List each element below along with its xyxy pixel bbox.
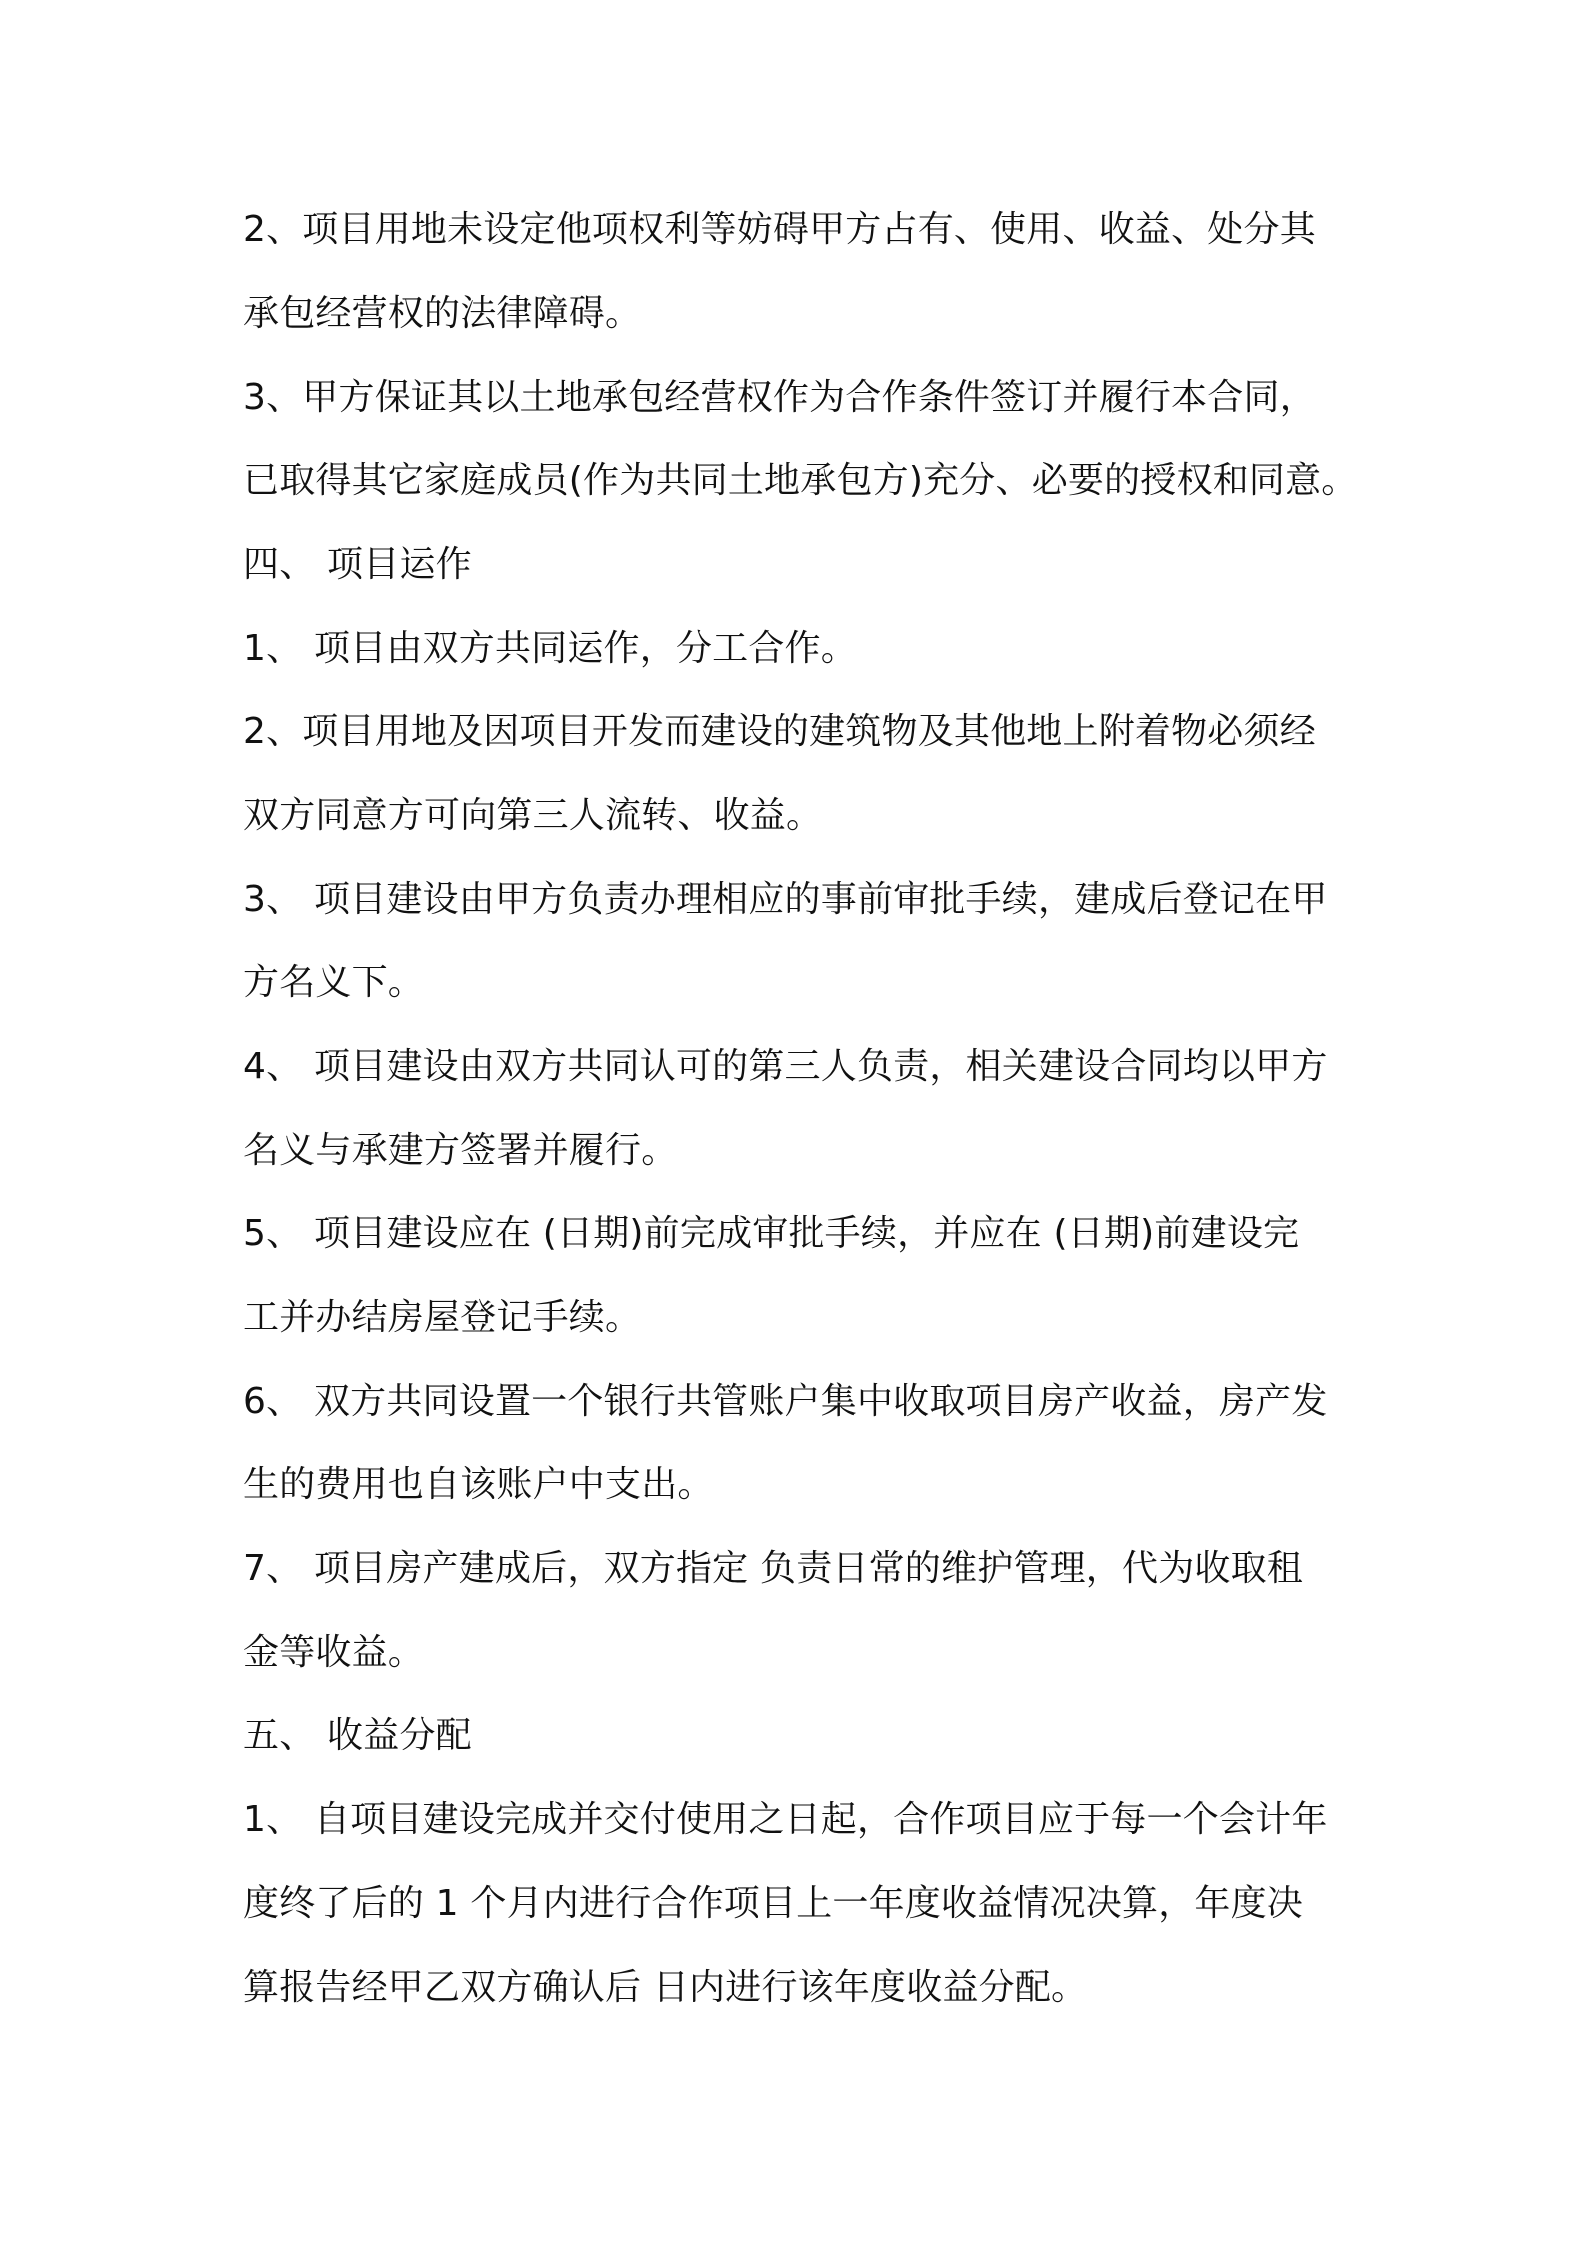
text-line: 方名义下。 [243,962,425,1003]
text-line: 工并办结房屋登记手续。 [243,1297,642,1338]
text-line: 3、甲方保证其以土地承包经营权作为合作条件签订并履行本合同， [243,377,1316,418]
text-line: 度终了后的 1 个月内进行合作项目上一年度收益情况决算，年度决 [243,1883,1303,1924]
text-line: 金等收益。 [243,1632,425,1673]
text-line: 5、 项目建设应在 (日期)前完成审批手续，并应在 (日期)前建设完 [243,1213,1300,1254]
text-line: 1、 项目由双方共同运作，分工合作。 [243,628,857,669]
text-line: 4、 项目建设由双方共同认可的第三人负责，相关建设合同均以甲方 [243,1046,1328,1087]
text-line: 已取得其它家庭成员(作为共同土地承包方)充分、必要的授权和同意。 [243,460,1358,501]
text-line: 2、项目用地未设定他项权利等妨碍甲方占有、使用、收益、处分其 [243,209,1316,250]
text-line: 名义与承建方签署并履行。 [243,1130,678,1171]
text-line: 承包经营权的法律障碍。 [243,293,642,334]
text-line: 7、 项目房产建成后，双方指定 负责日常的维护管理，代为收取租 [243,1548,1303,1589]
section-heading: 四、 项目运作 [243,544,472,585]
text-line: 2、项目用地及因项目开发而建设的建筑物及其他地上附着物必须经 [243,711,1316,752]
text-line: 1、 自项目建设完成并交付使用之日起，合作项目应于每一个会计年 [243,1799,1328,1840]
text-line: 3、 项目建设由甲方负责办理相应的事前审批手续，建成后登记在甲 [243,879,1328,920]
text-line: 双方同意方可向第三人流转、收益。 [243,795,823,836]
text-line: 生的费用也自该账户中支出。 [243,1464,714,1505]
text-line: 6、 双方共同设置一个银行共管账户集中收取项目房产收益，房产发 [243,1381,1328,1422]
text-line: 算报告经甲乙双方确认后 日内进行该年度收益分配。 [243,1967,1088,2008]
section-heading: 五、 收益分配 [243,1715,472,1756]
